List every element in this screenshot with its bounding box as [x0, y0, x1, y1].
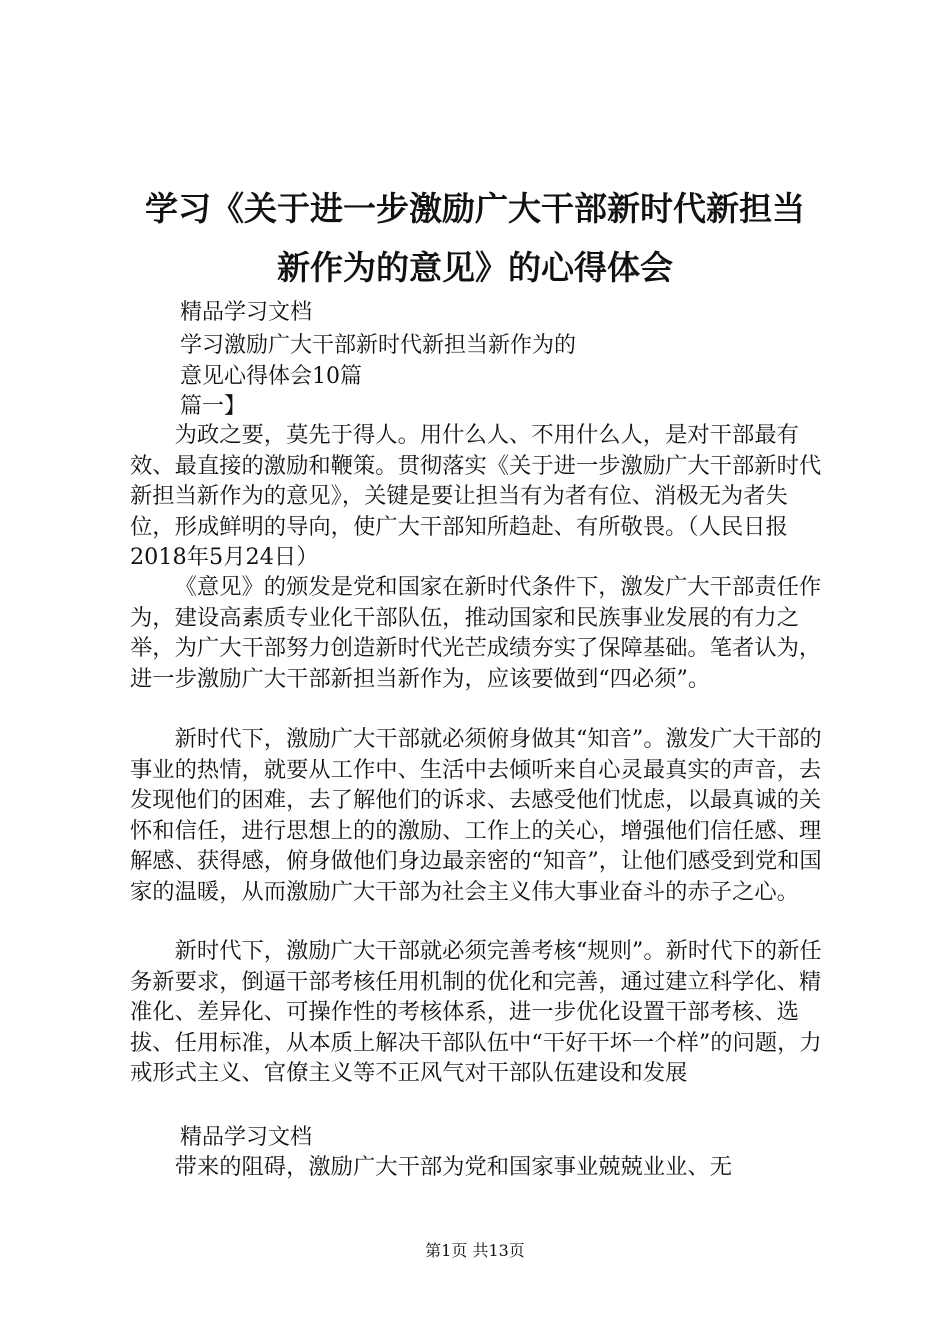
body-paragraph: 为政之要，莫先于得人。用什么人、不用什么人，是对干部最有效、最直接的激励和鞭策。贯彻落实《关于进一步激励广大干部新时代新担当新作为的意见》，关键是要让担当有为者有位、消极无为者失位，形成鲜明的导向，使广大干部知所趋赴、有所敬畏。（人民日报2018年5月24日）: [130, 422, 822, 570]
page-footer: 第1页 共13页: [425, 1241, 525, 1260]
repeat-header-label: 精品学习文档: [180, 1125, 313, 1150]
body-paragraph: 《意见》的颁发是党和国家在新时代条件下，激发广大干部责任作为，建设高素质专业化干部队伍，推动国家和民族事业发展的有力之举，为广大干部努力创造新时代光芒成绩夯实了保障基础。笔者认为，进一步激励广大干部新担当新作为，应该要做到“四必须”。: [130, 574, 822, 692]
body-paragraph: 新时代下，激励广大干部就必须俯身做其“知音”。激发广大干部的事业的热情，就要从工作中、生活中去倾听来自心灵最真实的声音，去发现他们的困难，去了解他们的诉求、去感受他们忧虑，以最真诚的关怀和信任，进行思想上的的激励、工作上的关心，增强他们信任感、理解感、获得感，俯身做他们身边最亲密的“知音”，让他们感受到党和国家的温暖，从而激励广大干部为社会主义伟大事业奋斗的赤子之心。: [130, 726, 822, 905]
document-title-line-2: 新作为的意见》的心得体会: [277, 248, 673, 287]
section-label: 篇一】: [180, 394, 247, 419]
subtitle-line-2: 意见心得体会10篇: [180, 364, 362, 389]
header-label: 精品学习文档: [180, 300, 313, 325]
subtitle-line-1: 学习激励广大干部新时代新担当新作为的: [180, 333, 577, 358]
document-title-line-1: 学习《关于进一步激励广大干部新时代新担当: [145, 189, 805, 228]
body-paragraph: 新时代下，激励广大干部就必须完善考核“规则”。新时代下的新任务新要求，倒逼干部考核任用机制的优化和完善，通过建立科学化、精准化、差异化、可操作性的考核体系，进一步优化设置干部考核、选拔、任用标准，从本质上解决干部队伍中“干好干坏一个样”的问题，力戒形式主义、官僚主义等不正风气对干部队伍建设和发展: [130, 938, 822, 1086]
body-paragraph: 带来的阻碍，激励广大干部为党和国家事业兢兢业业、无: [174, 1154, 733, 1180]
